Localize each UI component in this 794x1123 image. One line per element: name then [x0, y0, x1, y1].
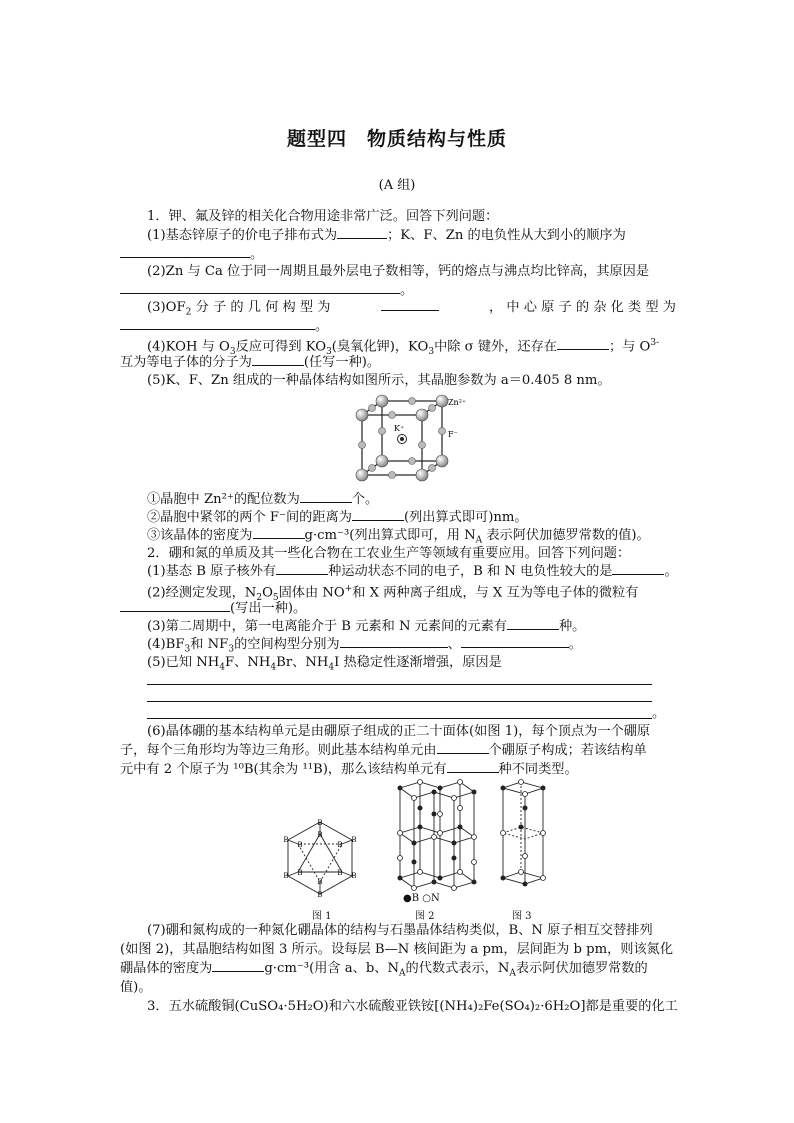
- boron-atom: B: [351, 836, 357, 844]
- zn-ion-label: Zn²⁺: [448, 398, 467, 407]
- q2-part6-cont: 子，每个三角形均为等边三角形。则此基本结构单元由 个硼原子构成；若该结构单: [120, 743, 647, 758]
- q2-part2-cont: (写出一种)。: [120, 599, 676, 618]
- answer-blank: [337, 226, 387, 239]
- boron-atom: B: [351, 872, 357, 880]
- q2-part5: (5)已知 $NH_4F$、$NH_4Br$、$NH_4I$ 热稳定性逐渐增强，原因是: [147, 655, 502, 673]
- answer-blank: [120, 281, 400, 294]
- answer-blank: [252, 353, 304, 366]
- answer-blank: [612, 562, 664, 575]
- answer-blank: [120, 599, 230, 612]
- answer-blank: [557, 337, 609, 350]
- boron-atom: B: [317, 831, 323, 839]
- figure-2-caption: 图 2: [415, 911, 435, 922]
- q1-part4-cont: 互为等电子体的分子为 (任写一种)。: [120, 355, 381, 370]
- answer-blank: [447, 760, 499, 773]
- q2-part2: (2)经测定发现，$N_2O_5$固体由 NO+和 X 两种离子组成，与 X 互为等电子体的微粒有: [147, 584, 639, 604]
- answer-line: [147, 718, 652, 719]
- q1-part4: (4)KOH 与 $O_3$反应可得到 $KO_3$(臭氧化钾)，$KO_3$中除 σ 键外，还存在 ；与 $O^{3-}$: [147, 338, 660, 358]
- q2-part7: (7)硼和氮构成的一种氮化硼晶体的结构与石墨晶体结构类似，B、N 原子相互交替排列: [147, 923, 653, 938]
- boron-atom: B: [337, 869, 343, 877]
- boron-atom: B: [317, 891, 323, 898]
- q1-sub1: ①晶胞中 Zn²⁺的配位数为 个。: [147, 492, 379, 507]
- answer-blank: [507, 617, 559, 630]
- answer-line: [147, 684, 652, 685]
- answer-blank: [212, 959, 264, 972]
- q2-part4: $(4)BF_3$和 $NF_3$的空间构型分别为 、 。: [147, 637, 582, 655]
- q2-part6-cont2: 元中有 2 个原子为 ¹⁰B(其余为 ¹¹B)，那么该结构单元有 种不同类型。: [120, 762, 578, 777]
- page-title: 题型四 物质结构与性质: [286, 128, 507, 150]
- f-ion-label: F⁻: [448, 430, 458, 439]
- answer-blank: [437, 741, 489, 754]
- q3-stem: 3．五水硫酸铜(CuSO₄·5H₂O)和六水硫酸亚铁铵[(NH₄)₂Fe(SO₄)₂·6H₂O]都是重要的化工: [147, 999, 678, 1014]
- figure-3-caption: 图 3: [512, 911, 532, 922]
- q1-part5: (5)K、F、Zn 组成的一种晶体结构如图所示，其晶胞参数为 a＝0.405 8 nm。: [147, 373, 611, 388]
- q2-part1: (1)基态 B 原子核外有 种运动状态不同的电子，B 和 N 电负性较大的是 。: [147, 564, 678, 579]
- q2-part5-end: 。: [652, 706, 666, 721]
- figure-1-caption: 图 1: [312, 911, 332, 922]
- boron-atom: B: [283, 872, 289, 880]
- answer-blank: [253, 526, 305, 539]
- answer-blank: [352, 508, 404, 521]
- q1-part1-cont: 。: [120, 245, 676, 264]
- q1-sub3: ③该晶体的密度为 g·cm⁻³(列出算式即可，用 $N_A$ 表示阿伏加德罗常数的值)。: [147, 528, 650, 546]
- q2-part7-cont2: 硼晶体的密度为 g·cm⁻³(用含 a、b、$N_A$的代数式表示，$N_A$表示阿伏加德罗常数的: [120, 961, 648, 979]
- boron-atom: B: [337, 841, 343, 849]
- q1-part1: (1)基态锌原子的价电子排布式为 ；K、F、Zn 的电负性从大到小的顺序为: [147, 228, 626, 243]
- q1-part2-cont: 。: [120, 281, 676, 300]
- answer-blank: [276, 562, 328, 575]
- answer-blank: [340, 635, 448, 648]
- boron-atom: B: [317, 878, 323, 886]
- q1-stem: 1．钾、氟及锌的相关化合物用途非常广泛。回答下列问题：: [147, 209, 499, 224]
- answer-blank: [120, 245, 250, 258]
- answer-blank: [381, 298, 439, 311]
- q2-stem: 2．硼和氮的单质及其一些化合物在工农业生产等领域有重要应用。回答下列问题：: [147, 546, 631, 561]
- answer-blank: [461, 635, 569, 648]
- q2-part6: (6)晶体硼的基本结构单元是由硼原子组成的正二十面体(如图 1)，每个顶点为一个硼原: [147, 724, 651, 739]
- q2-part7-cont: (如图 2)，其晶胞结构如图 3 所示。设每层 B—N 核间距为 a pm，层间距为 b pm，则该氮化: [120, 942, 674, 957]
- q1-sub2: ②晶胞中紧邻的两个 F⁻间的距离为 (列出算式即可)nm。: [147, 510, 528, 525]
- figure-legend: ●B ○N: [403, 893, 440, 904]
- q1-part3: $(3)OF_2$ 分 子 的 几 何 构 型 为 ， 中 心 原 子 的 杂 化 类 型 为: [147, 300, 676, 318]
- icosahedron-figure: [280, 818, 360, 898]
- boron-atom: B: [283, 836, 289, 844]
- k-ion-label: K⁺: [394, 424, 405, 433]
- q1-part3-cont: 。: [120, 317, 676, 336]
- bn-layer-figure: [390, 778, 480, 893]
- crystal-cell-figure: [350, 393, 470, 485]
- q1-part2: (2)Zn 与 Ca 位于同一周期且最外层电子数相等，钙的熔点与沸点均比锌高，其原因是: [147, 264, 650, 279]
- boron-atom: B: [317, 819, 323, 827]
- boron-atom: B: [297, 869, 303, 877]
- answer-line: [147, 701, 652, 702]
- q2-part7-end: 值)。: [120, 980, 152, 995]
- answer-blank: [120, 317, 315, 330]
- group-label: (A 组): [378, 178, 416, 193]
- bn-unit-cell-figure: [497, 778, 552, 888]
- q2-part3: (3)第二周期中，第一电离能介于 B 元素和 N 元素间的元素有 种。: [147, 619, 586, 634]
- answer-blank: [300, 490, 352, 503]
- boron-atom: B: [297, 841, 303, 849]
